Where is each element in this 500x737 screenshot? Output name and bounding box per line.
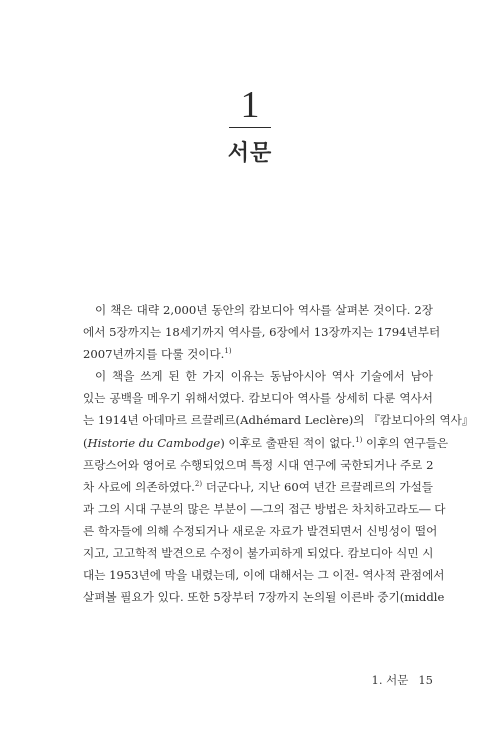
text-line: 이 책은 대략 2,000년 동안의 캄보디아 역사를 살펴본 것이다. 2장: [95, 303, 433, 317]
text-line: 지고, 고고학적 발견으로 수정이 불가피하게 되었다. 캄보디아 식민 시: [83, 546, 434, 561]
text-line: 이 책을 쓰게 된 한 가지 이유는 동남아시아 역사 기술에서 남아: [95, 369, 433, 384]
text-line: 른 학자들에 의해 수정되거나 새로운 자료가 발견되면서 신빙성이 떨어: [83, 523, 438, 538]
text-line: 있는 공백을 메우기 위해서였다. 캄보디아 역사를 상세히 다룬 역사서: [83, 391, 433, 406]
text-line: 는 1914년 아데마르 르끌레르(Adhémard Leclère)의 『캄보디아의 역사』: [83, 413, 474, 428]
text-line: 대는 1953년에 막을 내렸는데, 이에 대해서는 그 이전- 역사적 관점에서: [83, 568, 445, 583]
text-line: 살펴볼 필요가 있다. 또한 5장부터 7장까지 논의될 이른바 중기(middle: [83, 590, 445, 605]
footnote-marker: 2): [194, 479, 203, 488]
footnote-marker: 1): [355, 435, 363, 444]
text-line: 2007년까지를 다룰 것이다.$^{1)}$: [83, 347, 232, 362]
text-line: 과 그의 시대 구분의 많은 부분이 ―그의 접근 방법은 차치하고라도― 다: [83, 501, 446, 516]
text-line: (Historie du Cambodge) 이후로 출판된 적이 없다.$^{1)}$ 이후의 연구들은: [83, 435, 449, 450]
running-head: 1. 서문: [371, 673, 409, 687]
chapter-title: 서문: [227, 141, 273, 166]
text-line: 에서 5장까지는 18세기까지 역사를, 6장에서 13장까지는 1794년부터: [83, 325, 441, 340]
page-footer: [362, 672, 434, 688]
text-line: 프랑스어와 영어로 수행되었으며 특정 시대 연구에 국한되거나 주로 2: [83, 457, 434, 472]
footnote-marker: 1): [224, 347, 232, 356]
chapter-divider: [229, 127, 271, 128]
chapter-number: 1: [240, 84, 260, 126]
page-number: 15: [418, 673, 433, 687]
body-text: [83, 299, 474, 608]
text-line: 차 사료에 의존하였다.$^{2)}$ 더군다나, 지난 60여 년간 르끌레르의 가설들: [83, 479, 433, 494]
